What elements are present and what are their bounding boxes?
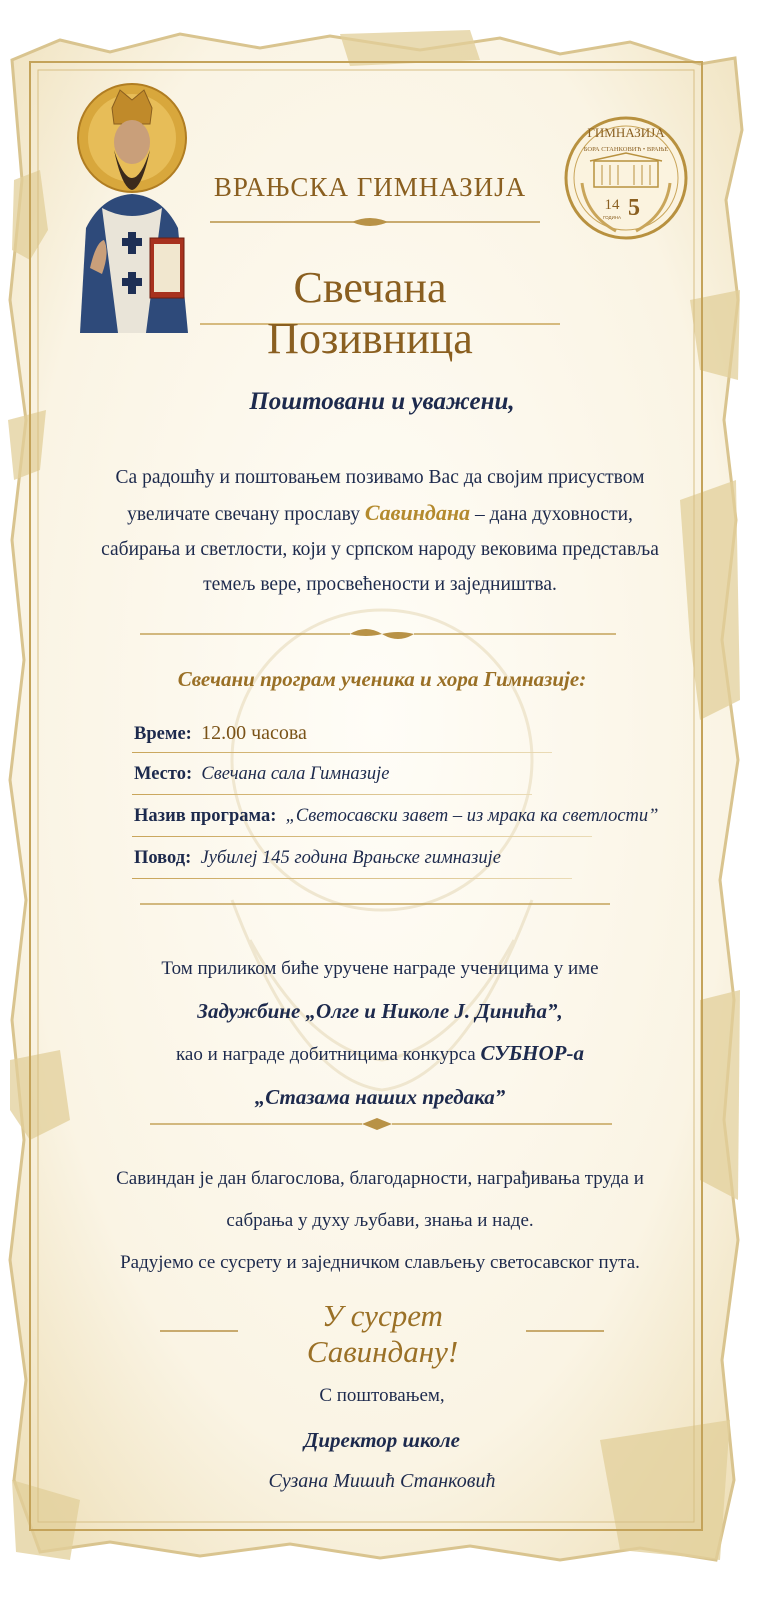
row-divider <box>132 752 552 753</box>
program-value: Свечана сала Гимназије <box>201 764 390 784</box>
closing-line3: Радујемо се сусрету и заједничком слављењу светосавског пута. <box>120 1252 640 1273</box>
saint-sava-icon <box>62 38 194 333</box>
intro-text-part1: Са радошћу и поштовањем позивамо Вас да својим присуством увеличате свечану прославу <box>115 467 645 525</box>
closing-line1: Савиндан је дан благослова, благодарности, награђивања труда и <box>116 1168 644 1189</box>
regards: С поштовањем, <box>319 1385 445 1406</box>
program-value: 12.00 часова <box>201 722 307 744</box>
invitation-title: Свечана Позивница <box>267 263 473 363</box>
row-divider <box>132 794 532 795</box>
intro-highlight-savindan: Савиндана <box>364 500 471 525</box>
seal-years-b: 5 <box>628 195 640 221</box>
program-value: Јубилеј 145 година Врањске гимназије <box>200 848 502 868</box>
awards-line3-text: као и награде добитницима конкурса <box>175 1044 481 1065</box>
intro-text-part2: – дана духовности, сабирања и светлости, који у српском народу вековима представља темељ вере, просвећености и заједништва. <box>101 504 659 595</box>
school-seal-logo <box>562 103 690 253</box>
closing-paragraph <box>110 1158 650 1284</box>
program-label: Време: <box>134 724 192 744</box>
awards-section <box>110 948 650 1118</box>
program-heading: Свечани програм ученика и хора Гимназије: <box>177 667 587 691</box>
greeting: Поштовани и уважени, <box>249 388 515 415</box>
awards-line3 <box>110 1032 650 1076</box>
closing-line2: сабрања у духу љубави, знања и наде. <box>226 1210 534 1231</box>
seal-subtitle: БОРА СТАНКОВИЋ • ВРАЊЕ <box>583 146 669 153</box>
program-label: Повод: <box>134 848 192 868</box>
row-divider <box>132 878 572 879</box>
program-label: Назив програма: <box>134 806 277 826</box>
program-row-name <box>134 806 658 827</box>
seal-top-text: ГИМНАЗИЈА <box>587 125 665 140</box>
program-label: Место: <box>134 764 193 784</box>
seal-years-a: 14 <box>604 197 620 213</box>
intro-paragraph <box>100 460 660 602</box>
program-row-place <box>134 764 389 785</box>
slogan: У сусрет Савиндану! <box>306 1298 459 1369</box>
awards-subnor: СУБНОР-а <box>480 1041 585 1065</box>
program-row-time <box>134 722 307 745</box>
awards-foundation: Задужбине „Олге и Николе Ј. Динића”, <box>197 999 563 1023</box>
program-row-occasion <box>134 848 501 869</box>
seal-years-word: ГОДИНА <box>602 215 622 220</box>
school-name: ВРАЊСКА ГИМНАЗИЈА <box>213 172 527 202</box>
row-divider <box>132 836 592 837</box>
program-value: „Светосавски завет – из мрака ка светлости” <box>285 806 659 826</box>
awards-contest-name: „Стазама наших предака” <box>254 1085 506 1109</box>
awards-line1: Том приликом биће уручене награде ученицима у име <box>161 958 599 979</box>
director-name: Сузана Мишић Станковић <box>268 1470 496 1492</box>
director-title: Директор школе <box>304 1428 460 1452</box>
